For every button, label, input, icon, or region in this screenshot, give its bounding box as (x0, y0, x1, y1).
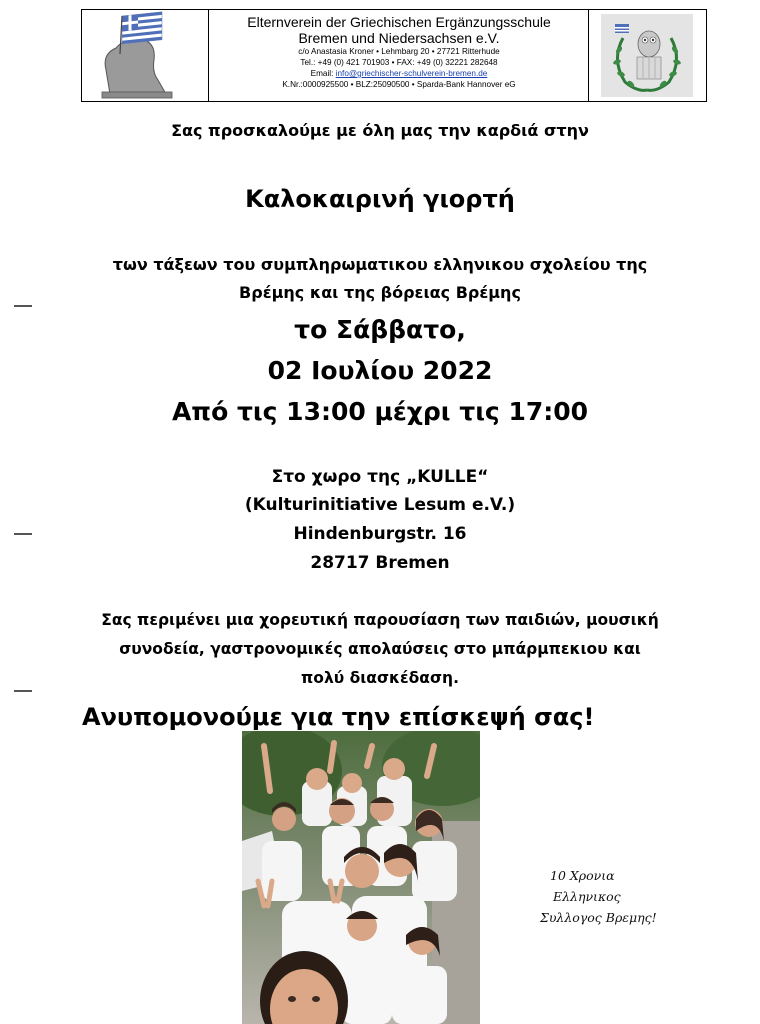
right-logo (588, 10, 706, 101)
anniversary-line-2: Ελληνικος (553, 889, 621, 904)
description-line-1: Σας περιμένει μια χορευτική παρουσίαση των παιδιών, μουσική (101, 611, 659, 629)
classes-line-1: των τάξεων του συμπληρωματικου ελληνικου σχολείου της (112, 255, 648, 274)
venue-line-4: 28717 Bremen (310, 553, 450, 573)
venue-line-1: Στο χωρο της „KULLE“ (271, 467, 489, 487)
classes-line-2: Βρέμης και της βόρειας Βρέμης (239, 283, 521, 302)
association-email-line (209, 68, 589, 79)
anniversary-note (540, 865, 700, 928)
event-time: Από τις 13:00 μέχρι τις 17:00 (171, 397, 589, 426)
anniversary-line-3: Συλλογος Βρεμης! (540, 910, 657, 925)
association-phone-fax: Tel.: +49 (0) 421 701903 • FAX: +49 (0) 32221 282648 (300, 58, 498, 67)
email-label: Email: (310, 69, 336, 78)
association-address: c/o Anastasia Kroner • Lehmbarg 20 • 27721 Ritterhude (298, 47, 500, 56)
association-name-line2: Bremen und Niedersachsen e.V. (298, 30, 500, 46)
margin-mark (14, 690, 32, 692)
event-title: Καλοκαιρινή γιορτή (245, 185, 515, 213)
group-photo-icon (242, 731, 480, 1024)
closing-line: Ανυπομονούμε για την επίσκεψή σας! (82, 703, 595, 731)
venue-line-3: Hindenburgstr. 16 (293, 524, 467, 544)
letterhead (81, 9, 707, 102)
invitation-intro: Σας προσκαλούμε με όλη μας την καρδιά στην (171, 121, 589, 140)
margin-mark (14, 533, 32, 535)
venue-line-2: (Kulturinitiative Lesum e.V.) (244, 495, 516, 515)
group-photo (242, 731, 480, 1024)
email-link[interactable]: info@griechischer-schulverein-bremen.de (335, 69, 488, 78)
association-name-line1: Elternverein der Griechischen Ergänzungsschule (247, 14, 551, 30)
greek-flag-monument-icon (82, 10, 208, 101)
event-date: 02 Ιουλίου 2022 (267, 356, 493, 385)
margin-mark (14, 305, 32, 307)
left-logo (82, 10, 209, 101)
event-day: το Σάββατο, (294, 315, 466, 344)
association-bank: K.Nr.:0000925500 • BLZ:25090500 • Sparda-Bank Hannover eG (282, 80, 516, 89)
anniversary-line-1: 10 Χρονια (550, 868, 615, 883)
letterhead-text (209, 10, 589, 101)
owl-laurel-wreath-icon (589, 10, 706, 101)
description-line-3: πολύ διασκέδαση. (301, 669, 459, 687)
description-line-2: συνοδεία, γαστρονομικές απολαύσεις στο μπάρμπεκιου και (119, 640, 641, 658)
